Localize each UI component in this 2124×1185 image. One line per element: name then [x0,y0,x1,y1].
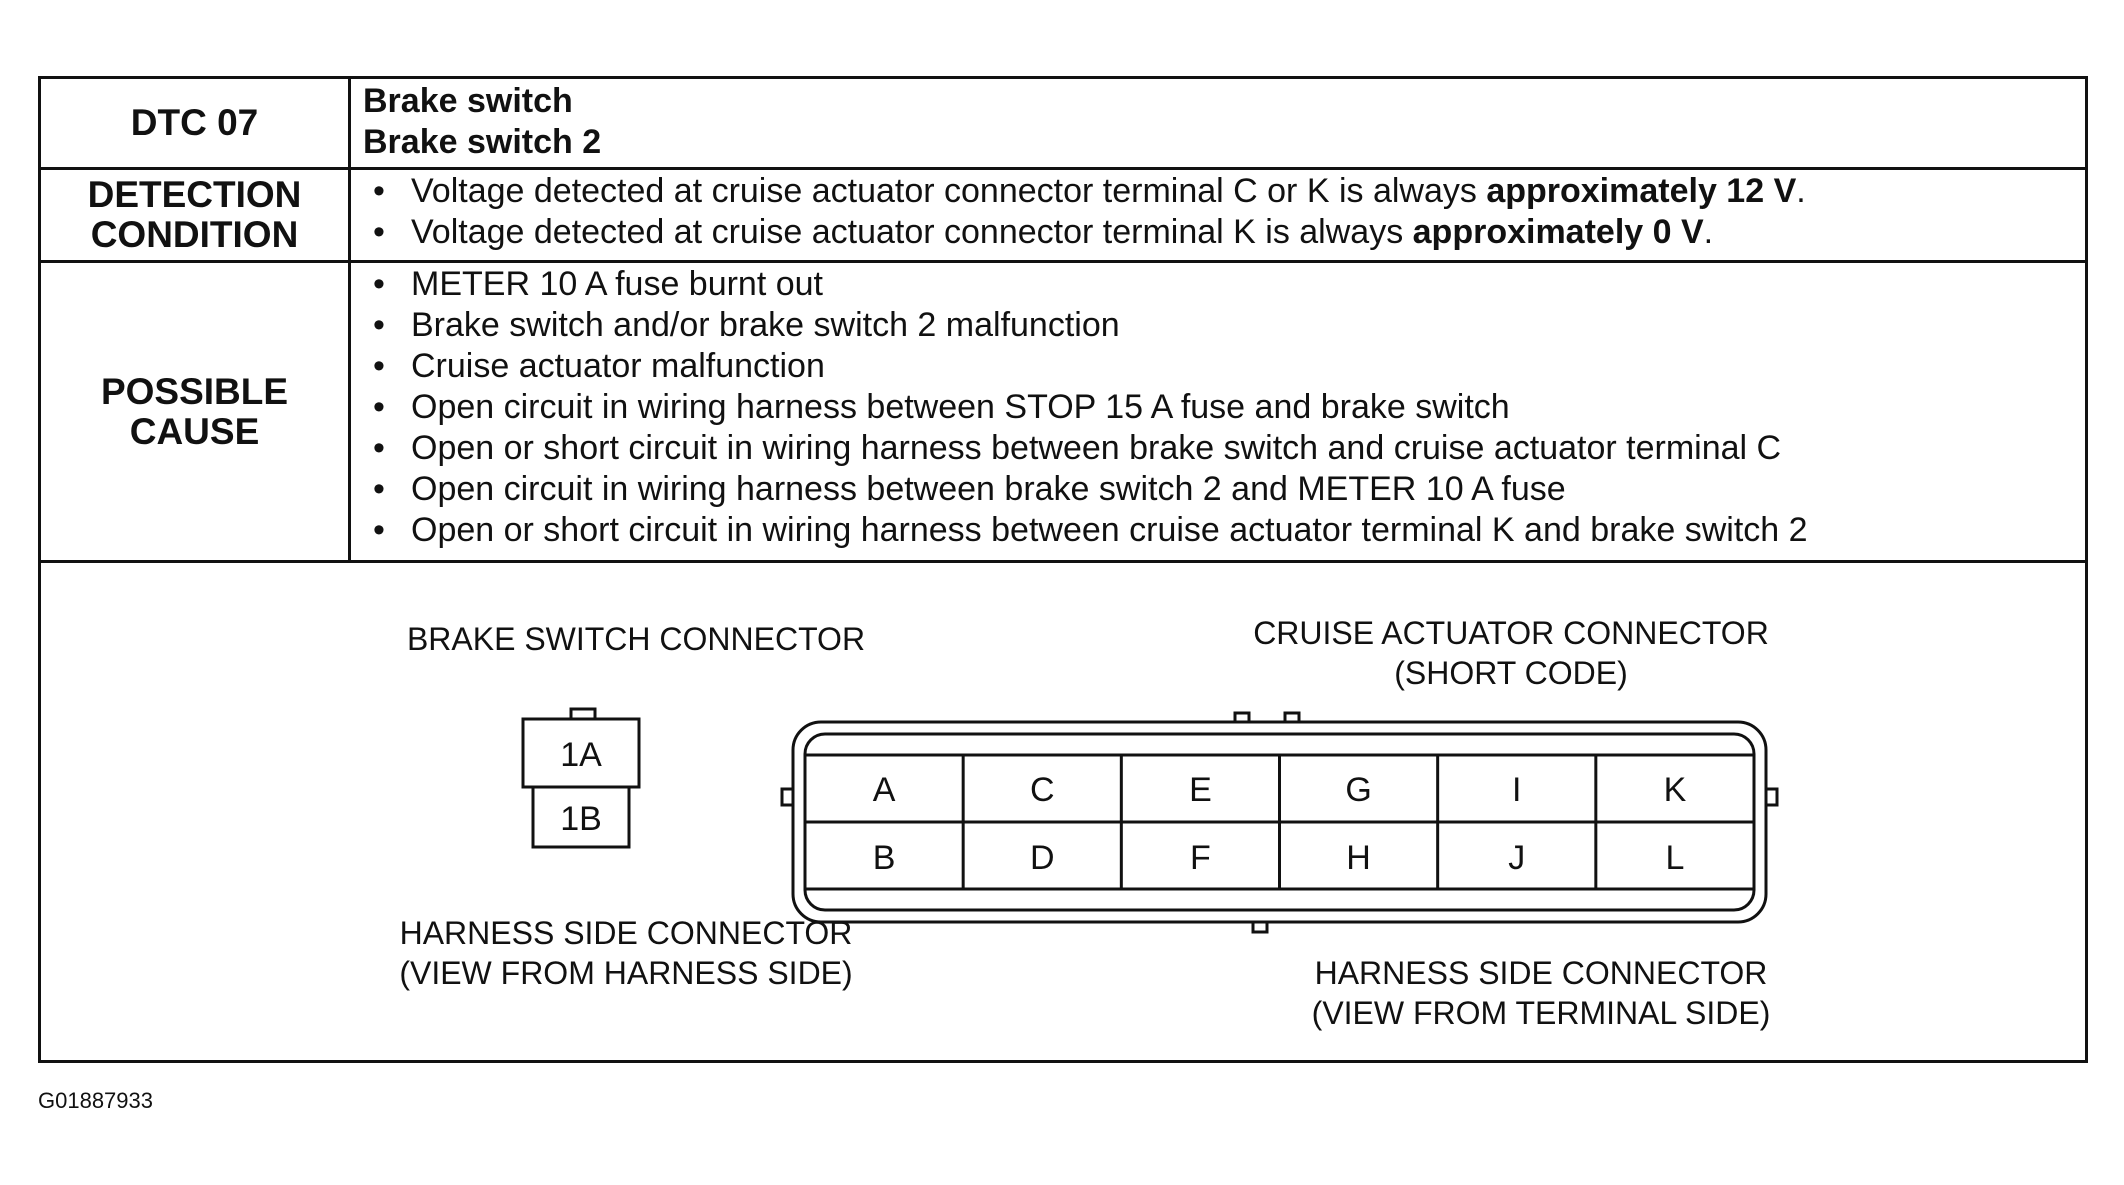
connector-diagram [41,79,2085,1060]
figure-id: G01887933 [38,1088,153,1113]
terminal-label: D [1029,839,1055,877]
cause-item: • Open circuit in wiring harness between STOP 15 A fuse and brake switch [363,387,1808,428]
cruise-title-line2: (SHORT CODE) [1394,655,1628,691]
connector-side-tab [1766,789,1777,805]
cruise-caption-line2: (VIEW FROM TERMINAL SIDE) [1311,995,1771,1031]
cause-item: • Brake switch and/or brake switch 2 malfunction [363,305,1808,346]
cruise-actuator-connector [782,713,1777,932]
brake-caption-line1: HARNESS SIDE CONNECTOR [399,915,853,951]
detection-item: • Voltage detected at cruise actuator connector terminal K is always approximately 0 V. [363,212,1806,253]
brake-switch-connector [523,709,639,847]
terminal-label: 1A [560,736,602,774]
terminal-label: K [1663,771,1687,809]
cause-label-line1: POSSIBLE [100,370,289,412]
dtc-title-2: Brake switch 2 [363,123,602,161]
terminal-label: G [1345,771,1372,809]
terminal-label: 1B [560,800,602,838]
cause-item: • METER 10 A fuse burnt out [363,264,1808,305]
terminal-label: A [872,771,896,809]
terminal-label: L [1665,839,1685,877]
cause-item: • Open or short circuit in wiring harness between cruise actuator terminal K and brake switch 2 [363,510,1808,551]
terminal-label: I [1512,771,1522,809]
cruise-title-line1: CRUISE ACTUATOR CONNECTOR [1253,615,1769,651]
cause-label-line2: CAUSE [129,410,260,452]
cause-item: • Cruise actuator malfunction [363,346,1808,387]
brake-caption-line2: (VIEW FROM HARNESS SIDE) [399,955,853,991]
cause-item: • Open or short circuit in wiring harness between brake switch and cruise actuator terminal C [363,428,1808,469]
terminal-label: C [1029,771,1055,809]
detection-label-line2: CONDITION [90,214,299,255]
terminal-label: B [872,839,896,877]
brake-connector-title: BRAKE SWITCH CONNECTOR [406,621,866,657]
detection-label-line1: DETECTION [87,174,302,215]
terminal-label: F [1190,839,1211,877]
connector-side-tab [782,789,793,805]
terminal-label: H [1346,839,1371,877]
dtc-table [38,76,2088,1063]
detection-item: • Voltage detected at cruise actuator connector terminal C or K is always approximately 12 V. [363,171,1806,212]
cause-item: • Open circuit in wiring harness between brake switch 2 and METER 10 A fuse [363,469,1808,510]
dtc-title-1: Brake switch [363,82,573,120]
cruise-caption-line1: HARNESS SIDE CONNECTOR [1314,955,1768,991]
terminal-label: E [1189,771,1212,809]
dtc-code: DTC 07 [130,102,259,143]
terminal-label: J [1508,839,1526,877]
